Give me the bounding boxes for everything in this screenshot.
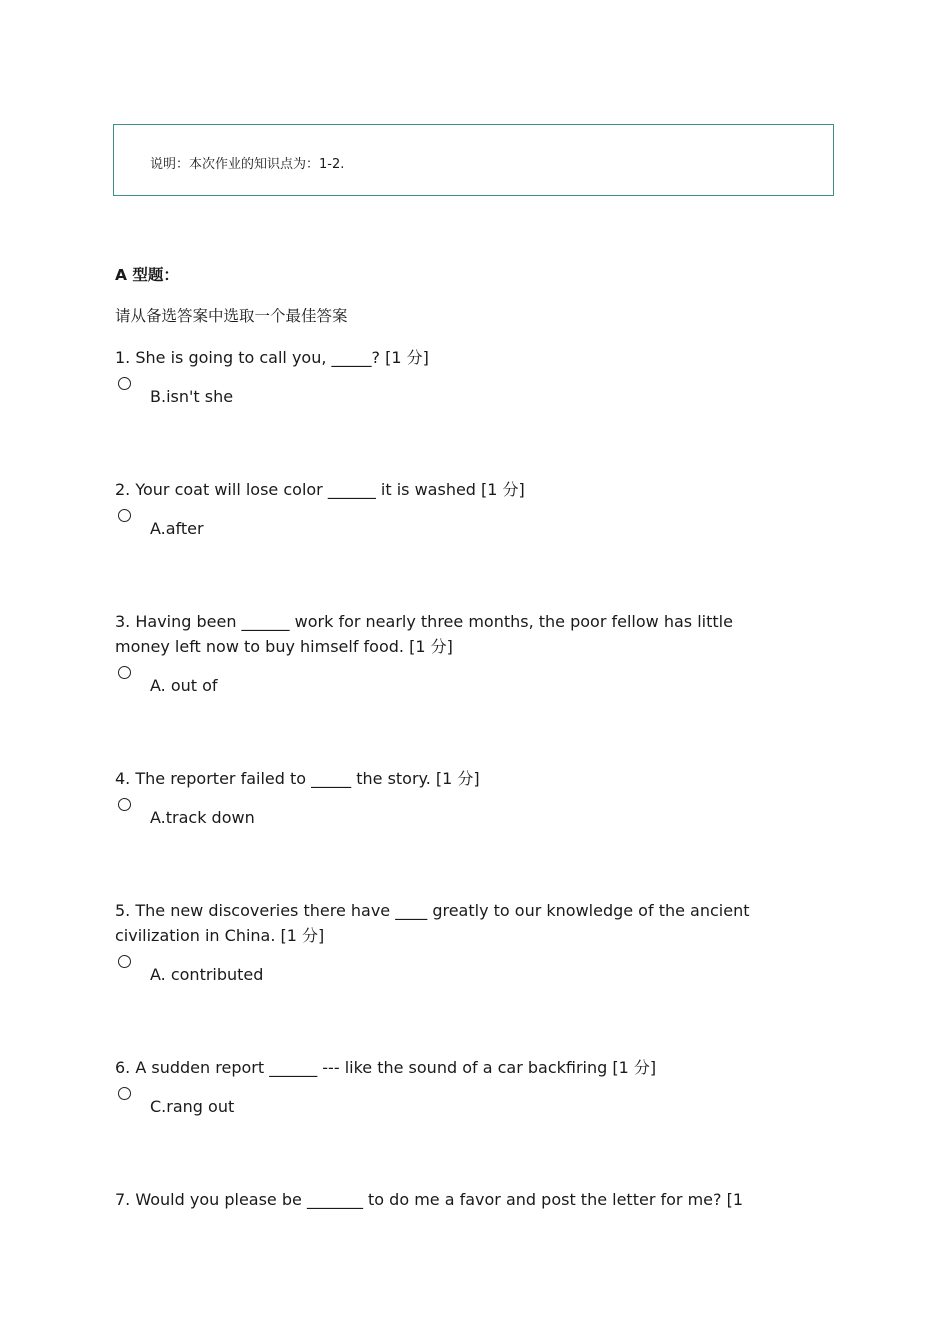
knowledge-note-box: [113, 124, 834, 196]
section-instruction: 请从备选答案中选取一个最佳答案: [115, 307, 348, 325]
question-1-option-radio[interactable]: [118, 377, 131, 390]
question-4-option-radio[interactable]: [118, 798, 131, 811]
question-2-option-radio[interactable]: [118, 509, 131, 522]
question-1-text: 1. She is going to call you, _____? [1 分]: [115, 348, 429, 367]
question-3-option-radio[interactable]: [118, 666, 131, 679]
question-6-option-radio[interactable]: [118, 1087, 131, 1100]
section-title: A 型题：: [115, 266, 179, 284]
question-5-text: 5. The new discoveries there have ____ greatly to our knowledge of the ancient civilization in China. [1 分]: [115, 901, 750, 945]
question-6-option-label: C.rang out: [150, 1097, 235, 1116]
question-6-text: 6. A sudden report ______ --- like the sound of a car backfiring [1 分]: [115, 1058, 657, 1077]
question-7-text: 7. Would you please be _______ to do me a favor and post the letter for me? [1: [115, 1190, 743, 1209]
question-2-option-label: A.after: [150, 519, 204, 538]
question-3-option-label: A. out of: [150, 676, 218, 695]
question-4-text: 4. The reporter failed to _____ the story. [1 分]: [115, 769, 480, 788]
question-3-text: 3. Having been ______ work for nearly three months, the poor fellow has little money left now to buy himself food. [1 分]: [115, 612, 733, 656]
question-2-text: 2. Your coat will lose color ______ it is washed [1 分]: [115, 480, 525, 499]
question-5-option-radio[interactable]: [118, 955, 131, 968]
question-1-option-label: B.isn't she: [150, 387, 234, 406]
knowledge-note-text: 说明：本次作业的知识点为：1-2.: [150, 157, 345, 172]
question-5-option-label: A. contributed: [150, 965, 264, 984]
question-4-option-label: A.track down: [150, 808, 255, 827]
